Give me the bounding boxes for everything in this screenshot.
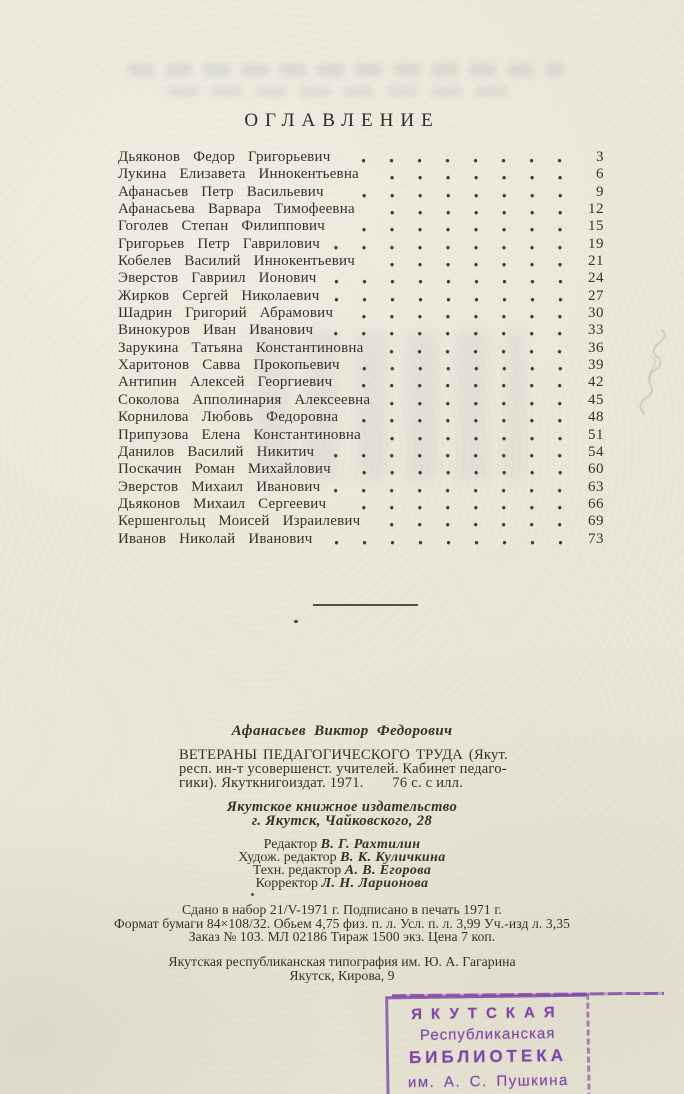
- toc-entry-name: Жирков Сергей Николаевич: [118, 287, 320, 304]
- dot-leader: [352, 409, 574, 426]
- toc-entry: [118, 166, 604, 183]
- dot-leader: [347, 305, 574, 322]
- toc-entry-page-number: 39: [588, 357, 604, 374]
- toc-entry-page-number: 3: [596, 149, 604, 165]
- toc-entry: [118, 461, 604, 478]
- toc-entry-name: Соколова Апполинария Алексеевна: [118, 391, 371, 408]
- toc-entry-name: Зарукина Татьяна Константиновна: [118, 339, 364, 356]
- stamp-line: БИБЛИОТЕКА: [408, 1045, 568, 1068]
- toc-entry: [118, 340, 604, 357]
- staff-person-name: В. К. Куличкина: [340, 850, 446, 865]
- toc-entry: [118, 409, 604, 426]
- page-title: ОГЛАВЛЕНИЕ: [244, 110, 440, 131]
- toc-entry-name: Гоголев Степан Филиппович: [118, 218, 325, 235]
- dot-leader: [334, 236, 574, 253]
- bleed-through-ghost-text: [128, 63, 564, 76]
- publisher-name: Якутское книжное издательство: [226, 799, 458, 815]
- stamp-line: им. А. С. Пушкина: [407, 1071, 569, 1092]
- staff-person-name: В. Г. Рахтилин: [320, 837, 421, 852]
- dot-leader: [374, 513, 574, 530]
- toc-entry-page-number: 15: [588, 218, 604, 235]
- toc-entry: [118, 513, 604, 530]
- dot-leader: [384, 392, 574, 409]
- annotation-block: [179, 749, 515, 790]
- toc-entry-name: Данилов Василий Никитич: [118, 443, 315, 460]
- toc-entry-name: Антипин Алексей Георгиевич: [118, 374, 333, 391]
- toc-entry-name: Афанасьев Петр Васильевич: [118, 183, 324, 200]
- toc-entry-name: Лукина Елизавета Иннокентьевна: [118, 166, 359, 183]
- ink-speck: [294, 620, 298, 623]
- publisher-block: [0, 801, 684, 828]
- toc-entry-name: Григорьев Петр Гаврилович: [118, 235, 321, 252]
- toc-entry-page-number: 12: [588, 201, 604, 218]
- dot-leader: [346, 374, 574, 391]
- staff-person-name: А. В. Егорова: [344, 863, 432, 878]
- dot-leader: [331, 270, 574, 287]
- toc-entry-page-number: 19: [588, 235, 604, 252]
- author-line: Афанасьев Виктор Федорович: [231, 723, 453, 739]
- toc-entry: [118, 253, 604, 270]
- staff-role: Техн. редактор: [252, 863, 342, 878]
- print-info-block: [0, 903, 684, 944]
- dot-leader: [328, 444, 574, 461]
- print-info-line: Формат бумаги 84×108/32. Обьем 4,75 физ. п. л. Усл. п. л. 3,99 Уч.-изд л. 3,35: [113, 915, 571, 931]
- toc-entry: [118, 531, 604, 548]
- toc-entry-name: Шадрин Григорий Абрамович: [118, 305, 334, 322]
- toc-entry: [118, 218, 604, 235]
- toc-entry-name: Харитонов Савва Прокопьевич: [118, 357, 340, 374]
- toc-entry: [118, 288, 604, 305]
- annotation-line: ВЕТЕРАНЫ ПЕДАГОГИЧЕСКОГО ТРУДА (Якут.: [179, 747, 508, 763]
- dot-leader: [369, 201, 574, 218]
- table-of-contents: [118, 149, 604, 548]
- toc-entry-name: Винокуров Иван Иванович: [118, 322, 314, 339]
- staff-person-name: Л. Н. Ларионова: [321, 876, 429, 891]
- toc-entry: [118, 444, 604, 461]
- handwritten-mark: [628, 322, 676, 422]
- toc-entry: [118, 149, 604, 166]
- toc-entry-page-number: 66: [588, 495, 604, 512]
- toc-entry-page-number: 60: [588, 461, 604, 478]
- toc-entry-page-number: 69: [588, 513, 604, 530]
- printing-house-name: Якутская республиканская типография им. Ю. А. Гагарина: [168, 954, 516, 969]
- dot-leader: [377, 340, 574, 357]
- stamp-line: Республиканская: [419, 1025, 556, 1044]
- dot-leader: [338, 184, 574, 201]
- toc-entry-name: Эверстов Михаил Иванович: [118, 478, 321, 495]
- publisher-address: г. Якутск, Чайковского, 28: [251, 812, 433, 829]
- toc-entry-page-number: 51: [588, 426, 604, 443]
- toc-entry-name: Поскачин Роман Михайлович: [118, 461, 331, 478]
- toc-entry-page-number: 30: [588, 305, 604, 322]
- toc-entry-page-number: 24: [588, 270, 604, 287]
- toc-entry-name: Дьяконов Михаил Сергеевич: [118, 495, 327, 512]
- dot-leader: [369, 253, 574, 270]
- toc-entry-page-number: 45: [588, 391, 604, 408]
- dot-leader: [375, 427, 574, 444]
- dot-leader: [334, 479, 574, 496]
- toc-entry-name: Эверстов Гавриил Ионович: [118, 270, 317, 287]
- staff-role: Корректор: [255, 876, 319, 891]
- dot-leader: [327, 322, 574, 339]
- toc-entry-page-number: 36: [588, 339, 604, 356]
- bleed-through-ghost-text: [168, 86, 520, 97]
- toc-entry: [118, 427, 604, 444]
- toc-entry-name: Корнилова Любовь Федоровна: [118, 409, 339, 426]
- dot-leader: [340, 496, 574, 513]
- toc-entry: [118, 270, 604, 287]
- staff-role: Редактор: [263, 837, 318, 852]
- dot-leader: [339, 218, 574, 235]
- annotation-line: [179, 774, 515, 791]
- print-info-line: Заказ № 103. МЛ 02186 Тираж 1500 экз. Цена 7 коп.: [188, 929, 496, 945]
- toc-entry: [118, 236, 604, 253]
- toc-entry: [118, 322, 604, 339]
- toc-entry-page-number: 27: [588, 287, 604, 304]
- dot-leader: [327, 531, 575, 548]
- print-info-line: Сдано в набор 21/V-1971 г. Подписано в печать 1971 г.: [182, 902, 502, 917]
- toc-entry-page-number: 21: [588, 253, 604, 270]
- toc-entry-name: Афанасьева Варвара Тимофеевна: [118, 201, 355, 218]
- toc-entry-page-number: 63: [588, 478, 604, 495]
- annotation-line-text: гики). Якуткнигоиздат. 1971.: [179, 774, 364, 791]
- library-stamp: [385, 994, 591, 1094]
- toc-entry-name: Кершенгольц Моисей Израилевич: [118, 513, 361, 530]
- toc-entry: [118, 392, 604, 409]
- toc-entry-name: Кобелев Василий Иннокентьевич: [118, 253, 355, 270]
- dot-leader: [373, 166, 574, 183]
- toc-entry-page-number: 73: [588, 530, 604, 547]
- toc-entry-page-number: 6: [596, 166, 604, 183]
- annotation-pages-note: 76 с. с илл.: [392, 774, 463, 791]
- toc-entry: [118, 479, 604, 496]
- staff-role: Худож. редактор: [238, 850, 337, 865]
- dot-leader: [344, 149, 574, 166]
- toc-entry-name: Припузова Елена Константиновна: [118, 426, 362, 443]
- toc-entry: [118, 374, 604, 391]
- toc-entry-page-number: 42: [588, 374, 604, 391]
- separator-rule: [313, 604, 418, 606]
- printing-house-address: Якутск, Кирова, 9: [289, 967, 395, 983]
- ink-speck: [251, 893, 254, 896]
- toc-entry: [118, 357, 604, 374]
- toc-entry-name: Дьяконов Федор Григорьевич: [118, 149, 331, 165]
- toc-entry-page-number: 54: [588, 443, 604, 460]
- toc-entry-page-number: 48: [588, 409, 604, 426]
- toc-entry: [118, 305, 604, 322]
- dot-leader: [334, 288, 574, 305]
- staff-line: [0, 877, 684, 890]
- toc-entry-name: Иванов Николай Иванович: [118, 530, 313, 547]
- annotation-line: респ. ин-т усовершенст. учителей. Кабинет педаго-: [179, 760, 507, 777]
- dot-leader: [345, 461, 574, 478]
- printing-house-block: [0, 955, 684, 982]
- toc-entry: [118, 201, 604, 218]
- stamp-line: ЯКУТСКАЯ: [411, 1003, 564, 1024]
- toc-entry-page-number: 33: [588, 322, 604, 339]
- editorial-staff-block: [0, 838, 684, 890]
- toc-entry-page-number: 9: [596, 183, 604, 200]
- dot-leader: [354, 357, 574, 374]
- toc-entry: [118, 184, 604, 201]
- toc-entry: [118, 496, 604, 513]
